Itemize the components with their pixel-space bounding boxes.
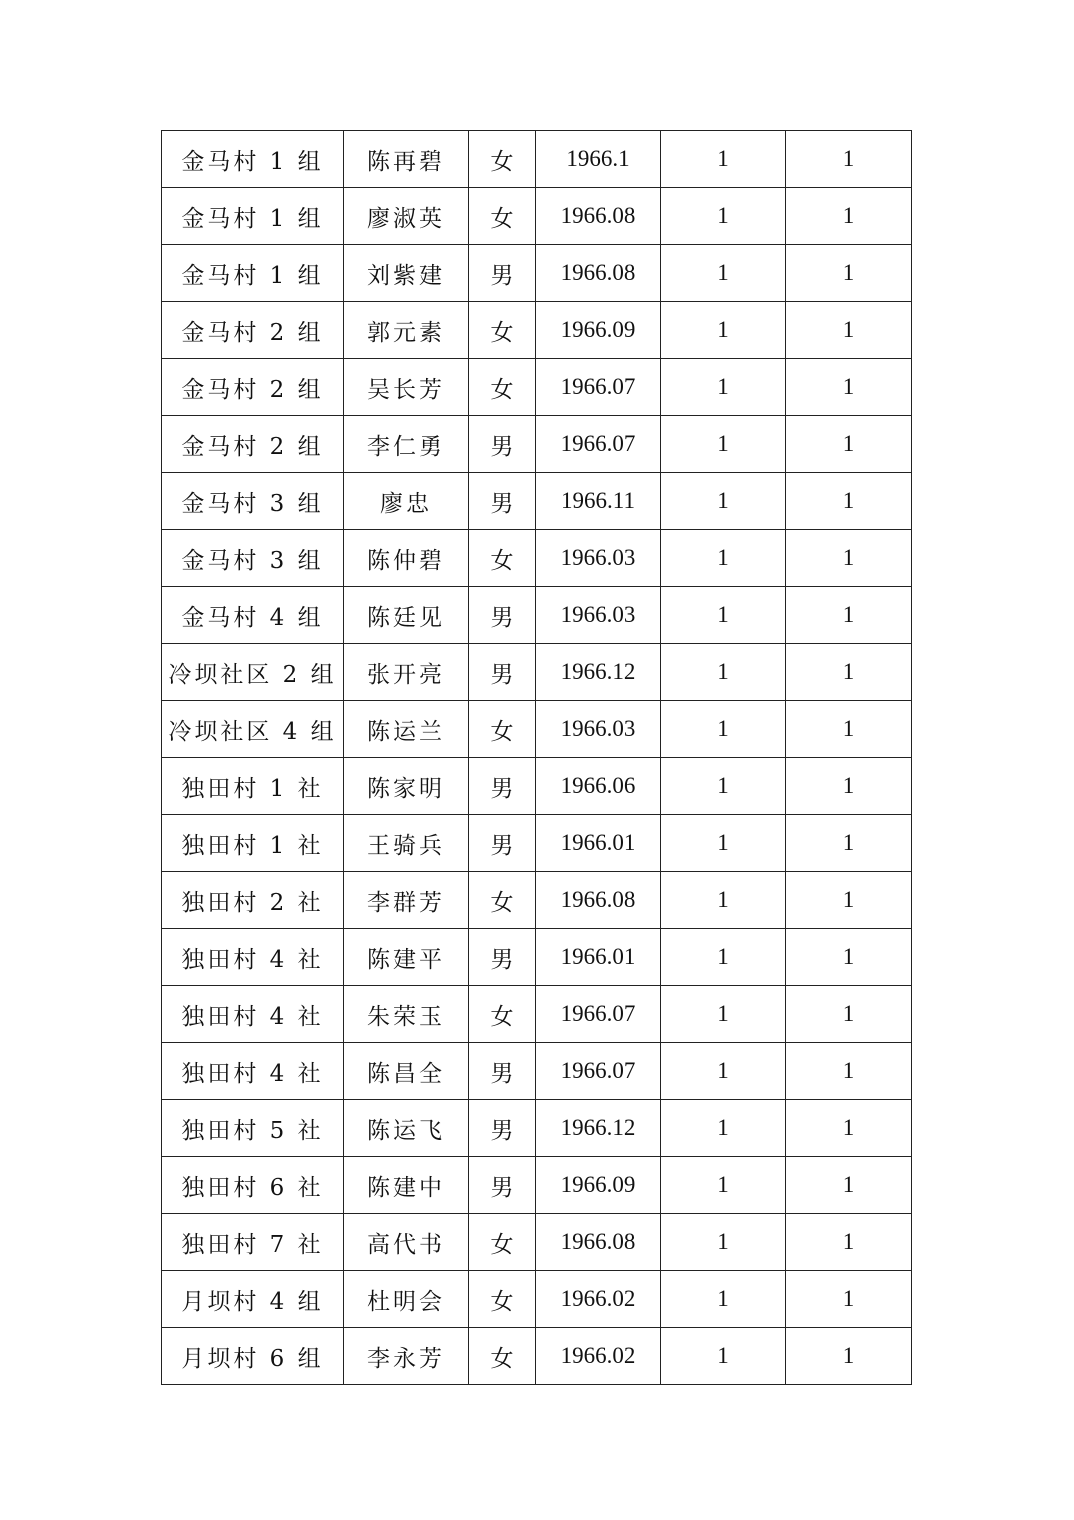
gender-cell: 女	[469, 359, 536, 416]
count-a-cell: 1	[661, 245, 786, 302]
count-a-cell: 1	[661, 815, 786, 872]
table-row	[162, 473, 912, 530]
count-b-cell: 1	[786, 758, 912, 815]
location-cell: 金马村 2 组	[162, 359, 344, 416]
name-cell: 廖忠	[344, 473, 469, 530]
name-cell: 陈运兰	[344, 701, 469, 758]
count-a-cell: 1	[661, 986, 786, 1043]
gender-cell: 女	[469, 530, 536, 587]
name-cell: 张开亮	[344, 644, 469, 701]
gender-cell: 男	[469, 929, 536, 986]
count-b-cell: 1	[786, 131, 912, 188]
gender-cell: 男	[469, 416, 536, 473]
location-cell: 独田村 5 社	[162, 1100, 344, 1157]
name-cell: 陈运飞	[344, 1100, 469, 1157]
gender-cell: 男	[469, 815, 536, 872]
table-row	[162, 131, 912, 188]
name-cell: 陈再碧	[344, 131, 469, 188]
table-row	[162, 815, 912, 872]
birth-date-cell: 1966.12	[536, 1100, 661, 1157]
count-a-cell: 1	[661, 1214, 786, 1271]
count-b-cell: 1	[786, 1100, 912, 1157]
count-b-cell: 1	[786, 644, 912, 701]
gender-cell: 女	[469, 1214, 536, 1271]
gender-cell: 男	[469, 644, 536, 701]
name-cell: 陈建中	[344, 1157, 469, 1214]
roster-table-body	[162, 131, 912, 1385]
birth-date-cell: 1966.07	[536, 359, 661, 416]
gender-cell: 男	[469, 587, 536, 644]
gender-cell: 男	[469, 1043, 536, 1100]
count-a-cell: 1	[661, 473, 786, 530]
table-row	[162, 1157, 912, 1214]
count-a-cell: 1	[661, 188, 786, 245]
table-row	[162, 1214, 912, 1271]
birth-date-cell: 1966.08	[536, 1214, 661, 1271]
name-cell: 朱荣玉	[344, 986, 469, 1043]
count-a-cell: 1	[661, 302, 786, 359]
birth-date-cell: 1966.01	[536, 815, 661, 872]
name-cell: 陈昌全	[344, 1043, 469, 1100]
table-row	[162, 644, 912, 701]
location-cell: 金马村 4 组	[162, 587, 344, 644]
count-b-cell: 1	[786, 701, 912, 758]
name-cell: 陈家明	[344, 758, 469, 815]
table-row	[162, 872, 912, 929]
location-cell: 月坝村 4 组	[162, 1271, 344, 1328]
location-cell: 金马村 1 组	[162, 188, 344, 245]
count-b-cell: 1	[786, 1271, 912, 1328]
gender-cell: 男	[469, 245, 536, 302]
table-row	[162, 359, 912, 416]
location-cell: 冷坝社区 2 组	[162, 644, 344, 701]
gender-cell: 女	[469, 701, 536, 758]
location-cell: 金马村 3 组	[162, 530, 344, 587]
name-cell: 高代书	[344, 1214, 469, 1271]
count-b-cell: 1	[786, 359, 912, 416]
count-a-cell: 1	[661, 644, 786, 701]
count-b-cell: 1	[786, 872, 912, 929]
gender-cell: 男	[469, 1100, 536, 1157]
birth-date-cell: 1966.07	[536, 986, 661, 1043]
name-cell: 廖淑英	[344, 188, 469, 245]
name-cell: 吴长芳	[344, 359, 469, 416]
location-cell: 独田村 1 社	[162, 758, 344, 815]
count-a-cell: 1	[661, 758, 786, 815]
table-row	[162, 530, 912, 587]
name-cell: 陈建平	[344, 929, 469, 986]
birth-date-cell: 1966.08	[536, 245, 661, 302]
table-row	[162, 302, 912, 359]
birth-date-cell: 1966.03	[536, 701, 661, 758]
location-cell: 独田村 1 社	[162, 815, 344, 872]
table-row	[162, 416, 912, 473]
birth-date-cell: 1966.01	[536, 929, 661, 986]
name-cell: 李群芳	[344, 872, 469, 929]
name-cell: 陈廷见	[344, 587, 469, 644]
location-cell: 独田村 4 社	[162, 986, 344, 1043]
location-cell: 冷坝社区 4 组	[162, 701, 344, 758]
name-cell: 刘紫建	[344, 245, 469, 302]
gender-cell: 女	[469, 872, 536, 929]
table-row	[162, 188, 912, 245]
count-b-cell: 1	[786, 530, 912, 587]
birth-date-cell: 1966.07	[536, 1043, 661, 1100]
location-cell: 金马村 3 组	[162, 473, 344, 530]
birth-date-cell: 1966.1	[536, 131, 661, 188]
count-a-cell: 1	[661, 416, 786, 473]
birth-date-cell: 1966.03	[536, 587, 661, 644]
count-b-cell: 1	[786, 1157, 912, 1214]
location-cell: 月坝村 6 组	[162, 1328, 344, 1385]
table-row	[162, 587, 912, 644]
count-a-cell: 1	[661, 1328, 786, 1385]
table-row	[162, 758, 912, 815]
count-b-cell: 1	[786, 929, 912, 986]
birth-date-cell: 1966.03	[536, 530, 661, 587]
birth-date-cell: 1966.12	[536, 644, 661, 701]
table-row	[162, 1271, 912, 1328]
location-cell: 独田村 2 社	[162, 872, 344, 929]
count-b-cell: 1	[786, 815, 912, 872]
name-cell: 郭元素	[344, 302, 469, 359]
name-cell: 王骑兵	[344, 815, 469, 872]
roster-table	[161, 130, 912, 1385]
count-b-cell: 1	[786, 188, 912, 245]
name-cell: 李仁勇	[344, 416, 469, 473]
gender-cell: 女	[469, 1271, 536, 1328]
location-cell: 独田村 7 社	[162, 1214, 344, 1271]
count-a-cell: 1	[661, 929, 786, 986]
gender-cell: 男	[469, 758, 536, 815]
gender-cell: 男	[469, 473, 536, 530]
table-row	[162, 245, 912, 302]
count-b-cell: 1	[786, 587, 912, 644]
count-b-cell: 1	[786, 302, 912, 359]
count-b-cell: 1	[786, 1328, 912, 1385]
count-b-cell: 1	[786, 986, 912, 1043]
birth-date-cell: 1966.06	[536, 758, 661, 815]
birth-date-cell: 1966.08	[536, 872, 661, 929]
table-row	[162, 986, 912, 1043]
location-cell: 金马村 1 组	[162, 131, 344, 188]
count-a-cell: 1	[661, 1100, 786, 1157]
count-a-cell: 1	[661, 701, 786, 758]
location-cell: 金马村 2 组	[162, 302, 344, 359]
table-row	[162, 1043, 912, 1100]
count-a-cell: 1	[661, 359, 786, 416]
count-a-cell: 1	[661, 872, 786, 929]
count-a-cell: 1	[661, 587, 786, 644]
name-cell: 杜明会	[344, 1271, 469, 1328]
count-b-cell: 1	[786, 245, 912, 302]
birth-date-cell: 1966.02	[536, 1328, 661, 1385]
name-cell: 陈仲碧	[344, 530, 469, 587]
gender-cell: 女	[469, 986, 536, 1043]
gender-cell: 女	[469, 188, 536, 245]
table-row	[162, 1100, 912, 1157]
count-a-cell: 1	[661, 1157, 786, 1214]
birth-date-cell: 1966.09	[536, 302, 661, 359]
table-row	[162, 1328, 912, 1385]
gender-cell: 男	[469, 1157, 536, 1214]
count-a-cell: 1	[661, 1271, 786, 1328]
birth-date-cell: 1966.11	[536, 473, 661, 530]
location-cell: 独田村 4 社	[162, 1043, 344, 1100]
gender-cell: 女	[469, 302, 536, 359]
name-cell: 李永芳	[344, 1328, 469, 1385]
location-cell: 独田村 6 社	[162, 1157, 344, 1214]
gender-cell: 女	[469, 1328, 536, 1385]
count-b-cell: 1	[786, 473, 912, 530]
count-b-cell: 1	[786, 1043, 912, 1100]
count-a-cell: 1	[661, 1043, 786, 1100]
birth-date-cell: 1966.02	[536, 1271, 661, 1328]
gender-cell: 女	[469, 131, 536, 188]
count-a-cell: 1	[661, 530, 786, 587]
birth-date-cell: 1966.09	[536, 1157, 661, 1214]
birth-date-cell: 1966.07	[536, 416, 661, 473]
table-row	[162, 701, 912, 758]
location-cell: 金马村 2 组	[162, 416, 344, 473]
count-b-cell: 1	[786, 1214, 912, 1271]
birth-date-cell: 1966.08	[536, 188, 661, 245]
count-b-cell: 1	[786, 416, 912, 473]
location-cell: 独田村 4 社	[162, 929, 344, 986]
table-row	[162, 929, 912, 986]
location-cell: 金马村 1 组	[162, 245, 344, 302]
count-a-cell: 1	[661, 131, 786, 188]
